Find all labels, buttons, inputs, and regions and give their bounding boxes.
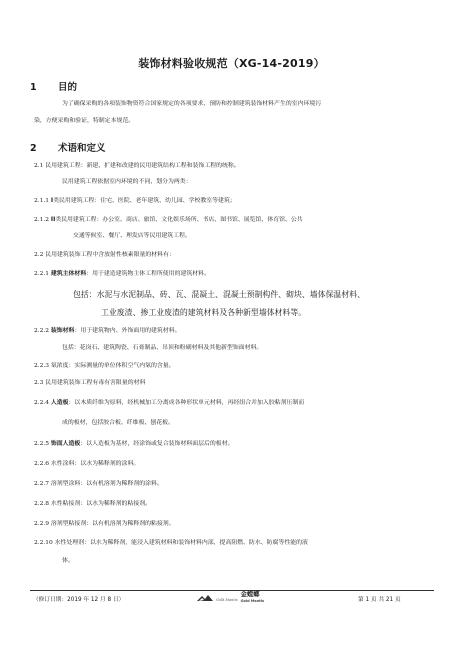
section-number: 1 (30, 82, 37, 93)
logo-script-text: Gold Mantis (216, 598, 238, 602)
clause-text: ：以人造板为基材，经涂饰或复合装饰材料面层后的板材。 (80, 441, 234, 447)
clause-text: ：用于建造建筑物主体工程所使用的建筑材料。 (86, 271, 210, 277)
footer-divider (30, 590, 434, 591)
clause-number: 2.2.1 (34, 271, 51, 277)
section-number: 2 (30, 143, 37, 154)
clause-2-2-7: 2.2.7 溶剂型涂料：以有机溶剂为稀释剂的涂料。 (34, 481, 163, 487)
clause-text: ：以木质纤维为原料，经机械加工分离成各种形状单元材料，再经组合并加入胶粘剂压制而 (68, 400, 305, 406)
clause-text: 类民用建筑工程：住宅、医院、老年建筑、幼儿园、学校教室等建筑； (53, 198, 236, 204)
clause-2-2-8: 2.2.8 水性粘接剂：以水为稀释剂的粘接剂。 (34, 501, 152, 507)
clause-2-2-10-line-2: 体。 (62, 558, 74, 564)
section-title: 目的 (58, 82, 78, 93)
document-title: 装饰材料验收规范（XG-14-2019） (138, 57, 325, 70)
logo-english-name: Gold Mantis (240, 599, 265, 603)
clause-bold-term: 饰面人造板 (50, 441, 81, 447)
clause-number: 2.1.1 (34, 198, 51, 204)
section-heading-purpose (30, 79, 77, 93)
clause-2-1-2 (34, 216, 303, 224)
clause-number: 2.2.2 (34, 328, 51, 334)
clause-2-2-2-example: 包括：花岗石、建筑陶瓷、石膏制品、吊顶和粉刷材料及其他新型饰面材料。 (62, 345, 263, 351)
clause-number: 2.2.5 (34, 441, 51, 447)
clause-2-1-note: 民用建筑工程依据室内环境的不同，划分为两类： (62, 179, 192, 185)
page-number: 第 1 页 共 21 页 (358, 597, 401, 603)
clause-text: 类民用建筑工程：办公室、商店、旅馆、文化娱乐场所、书店、图书馆、展览馆、体育馆、公共 (55, 217, 303, 223)
purpose-line-2: 染，方便采购和验证，特制定本规范。 (34, 118, 135, 124)
clause-2-2-6: 2.2.6 水性涂料：以水为稀释剂的涂料。 (34, 461, 140, 467)
logo-chinese-name: 金螳螂 (240, 591, 260, 598)
clause-number: 2.2.4 (34, 400, 51, 406)
section-title: 术语和定义 (58, 143, 106, 154)
revision-date: （修订日期：2019 年 12 月 8 日） (33, 597, 125, 603)
mantis-logo-icon (196, 594, 214, 603)
clause-2-2-5 (34, 440, 233, 448)
clause-2-2-10: 2.2.10 水性处理剂：以水为稀释剂，能浸入建筑材料和装饰材料内部，提高阻燃、防水、防腐等性能的液 (34, 540, 308, 546)
clause-bold-term: II (50, 217, 56, 223)
clause-2-2-9: 2.2.9 溶剂型粘接剂：以有机溶剂为稀释剂的粘接剂。 (34, 521, 175, 527)
clause-number: 2.1.2 (34, 217, 51, 223)
clause-2-1-2-line-2: 交通等候室、餐厅、理发店等民用建筑工程。 (73, 233, 191, 239)
clause-2-2: 2.2 民用建筑装饰工程中含放射性核素限量的材料有： (34, 252, 175, 258)
purpose-line-1: 为了确保采购的各项装饰物资符合国家规定的各项要求，预防和控制建筑装饰材料产生的室内环境污 (62, 101, 322, 107)
clause-2-1: 2.1 民用建筑工程：新建、扩建和改建的民用建筑结构工程和装饰工程的统称。 (34, 163, 240, 169)
clause-bold-term: I (50, 198, 54, 204)
clause-2-2-4 (34, 399, 304, 407)
clause-bold-term: 人造板 (50, 400, 69, 406)
clause-text: ：用于建筑物内、外饰面用的建筑材料。 (74, 328, 181, 334)
logo-text (241, 592, 265, 604)
clause-2-2-2 (34, 327, 180, 335)
clause-2-2-4-line-2: 成的板材，包括胶合板、纤维板、刨花板。 (62, 420, 174, 426)
clause-2-1-1 (34, 197, 236, 205)
section-heading-terms (30, 140, 106, 154)
clause-bold-term: 建筑主体材料 (50, 271, 87, 277)
clause-bold-term: 装饰材料 (50, 328, 75, 334)
clause-2-2-1-example-1: 包括：水泥与水泥制品、砖、瓦、混凝土、混凝土预制构件、砌块、墙体保温材料、 (73, 290, 365, 299)
clause-2-2-1 (34, 270, 210, 278)
clause-2-3: 2.3 民用建筑装饰工程有毒有害限量的材料 (34, 380, 146, 386)
clause-2-2-3: 2.2.3 氡浓度：实际测量的单位体积空气内氡的含量。 (34, 363, 175, 369)
company-logo (196, 592, 264, 604)
clause-2-2-1-example-2: 工业废渣、掺工业废渣的建筑材料及各种新型墙体材料等。 (101, 308, 307, 317)
